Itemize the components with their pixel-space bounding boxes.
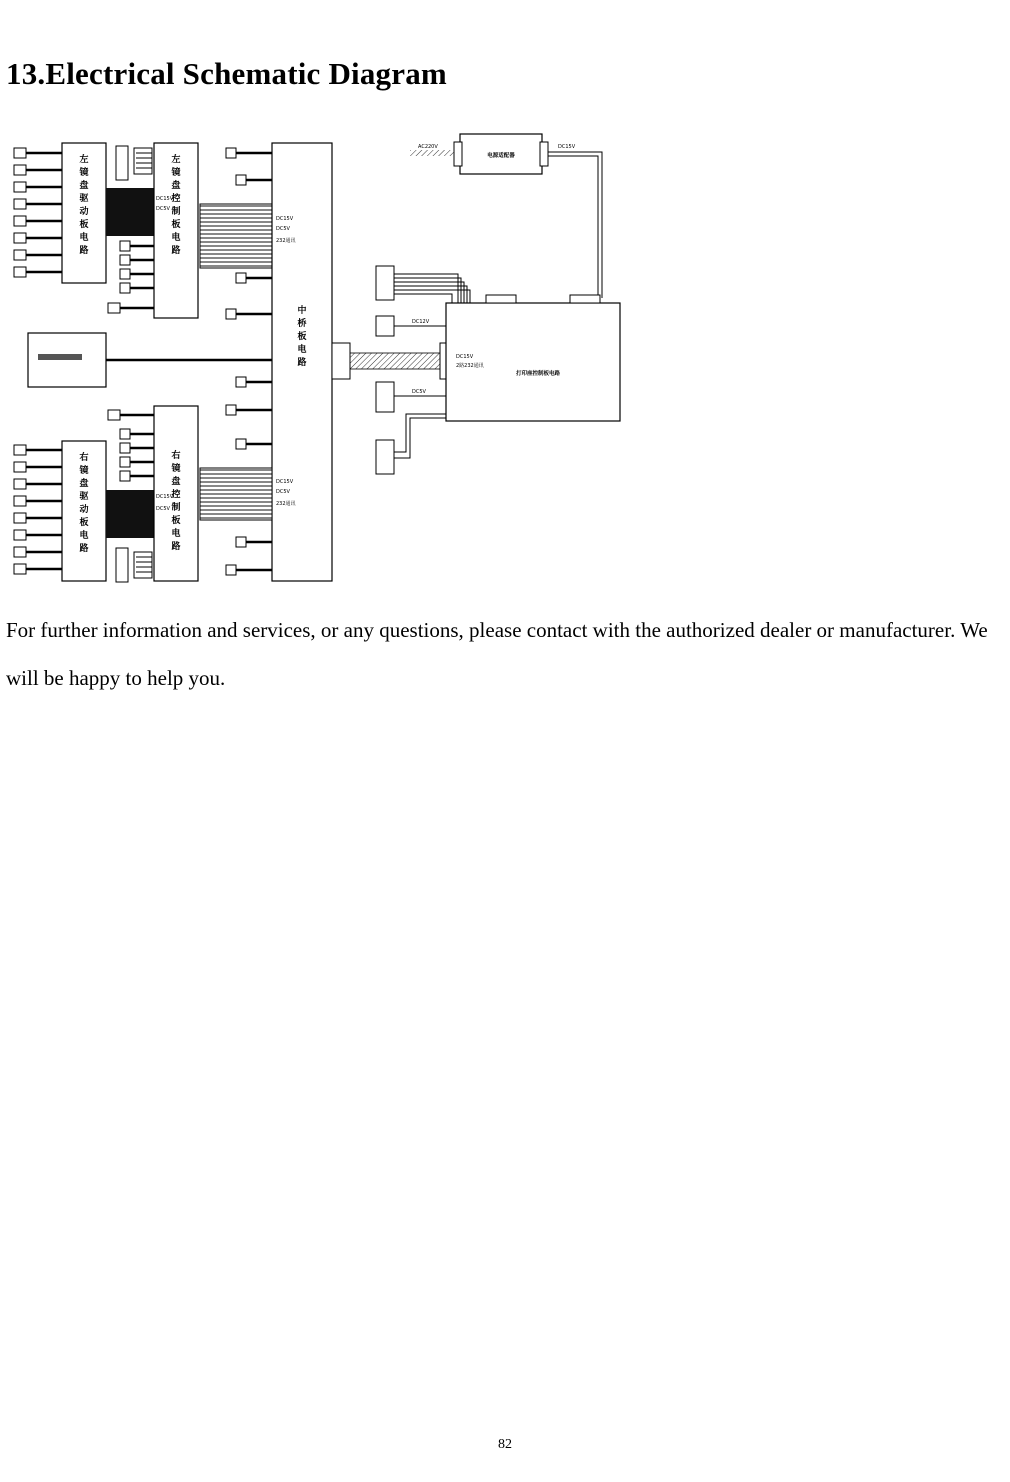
ac-input-label: AC220V <box>418 144 438 150</box>
electrical-schematic-diagram <box>8 128 628 588</box>
middle-rs232-top: 232通讯 <box>276 238 296 244</box>
right-dc15-label: DC15V <box>156 494 174 500</box>
right-connector-block <box>106 490 154 538</box>
middle-to-printer-bus <box>350 353 444 369</box>
right-dc5-label: DC5V <box>156 506 170 512</box>
middle-dc15-bottom: DC15V <box>276 479 294 485</box>
middle-dc5-bottom: DC5V <box>276 489 290 495</box>
middle-bridge-label: 中桥板电路 <box>297 306 307 368</box>
printer-board-rs232: 2路232通讯 <box>456 363 484 369</box>
power-adapter <box>454 134 548 174</box>
left-dc5-label: DC5V <box>156 206 170 212</box>
middle-dc5-top: DC5V <box>276 226 290 232</box>
power-adapter-label: 电源适配器 <box>487 153 515 159</box>
printer-board-label: 打印座控制板电路 <box>515 371 561 377</box>
right-drive-board <box>62 441 106 581</box>
middle-dc15-top: DC15V <box>276 216 294 222</box>
left-control-board <box>154 143 198 318</box>
right-ribbon-cable <box>200 468 272 520</box>
right-drive-label: 右镜盘驱动板电路 <box>79 453 89 554</box>
right-control-board <box>154 406 198 581</box>
middle-bridge-board <box>272 143 332 581</box>
left-dc15-label: DC15V <box>156 196 174 202</box>
left-drive-label: 左镜盘驱动板电路 <box>79 155 89 256</box>
page-number: 82 <box>498 1437 512 1452</box>
left-connector-block <box>106 188 154 236</box>
page-title: 13.Electrical Schematic Diagram <box>6 56 447 91</box>
right-control-label: 右镜盘控制板电路 <box>171 451 181 552</box>
left-drive-board <box>62 143 106 283</box>
left-control-label: 左镜盘控制板电路 <box>171 155 181 256</box>
printer-board-dc15: DC15V <box>456 354 474 360</box>
dc12-label: DC12V <box>412 319 430 325</box>
left-motor-connectors <box>26 153 62 272</box>
contact-paragraph: For further information and services, or any questions, please contact with the authorized dealer or manufacturer. We will be happy to help you. <box>6 618 988 690</box>
left-ribbon-cable <box>200 204 272 268</box>
dc5-peripheral-label: DC5V <box>412 389 426 395</box>
power-dc15-label: DC15V <box>558 144 576 150</box>
middle-rs232-bottom: 232通讯 <box>276 501 296 507</box>
printer-control-board <box>446 295 620 421</box>
